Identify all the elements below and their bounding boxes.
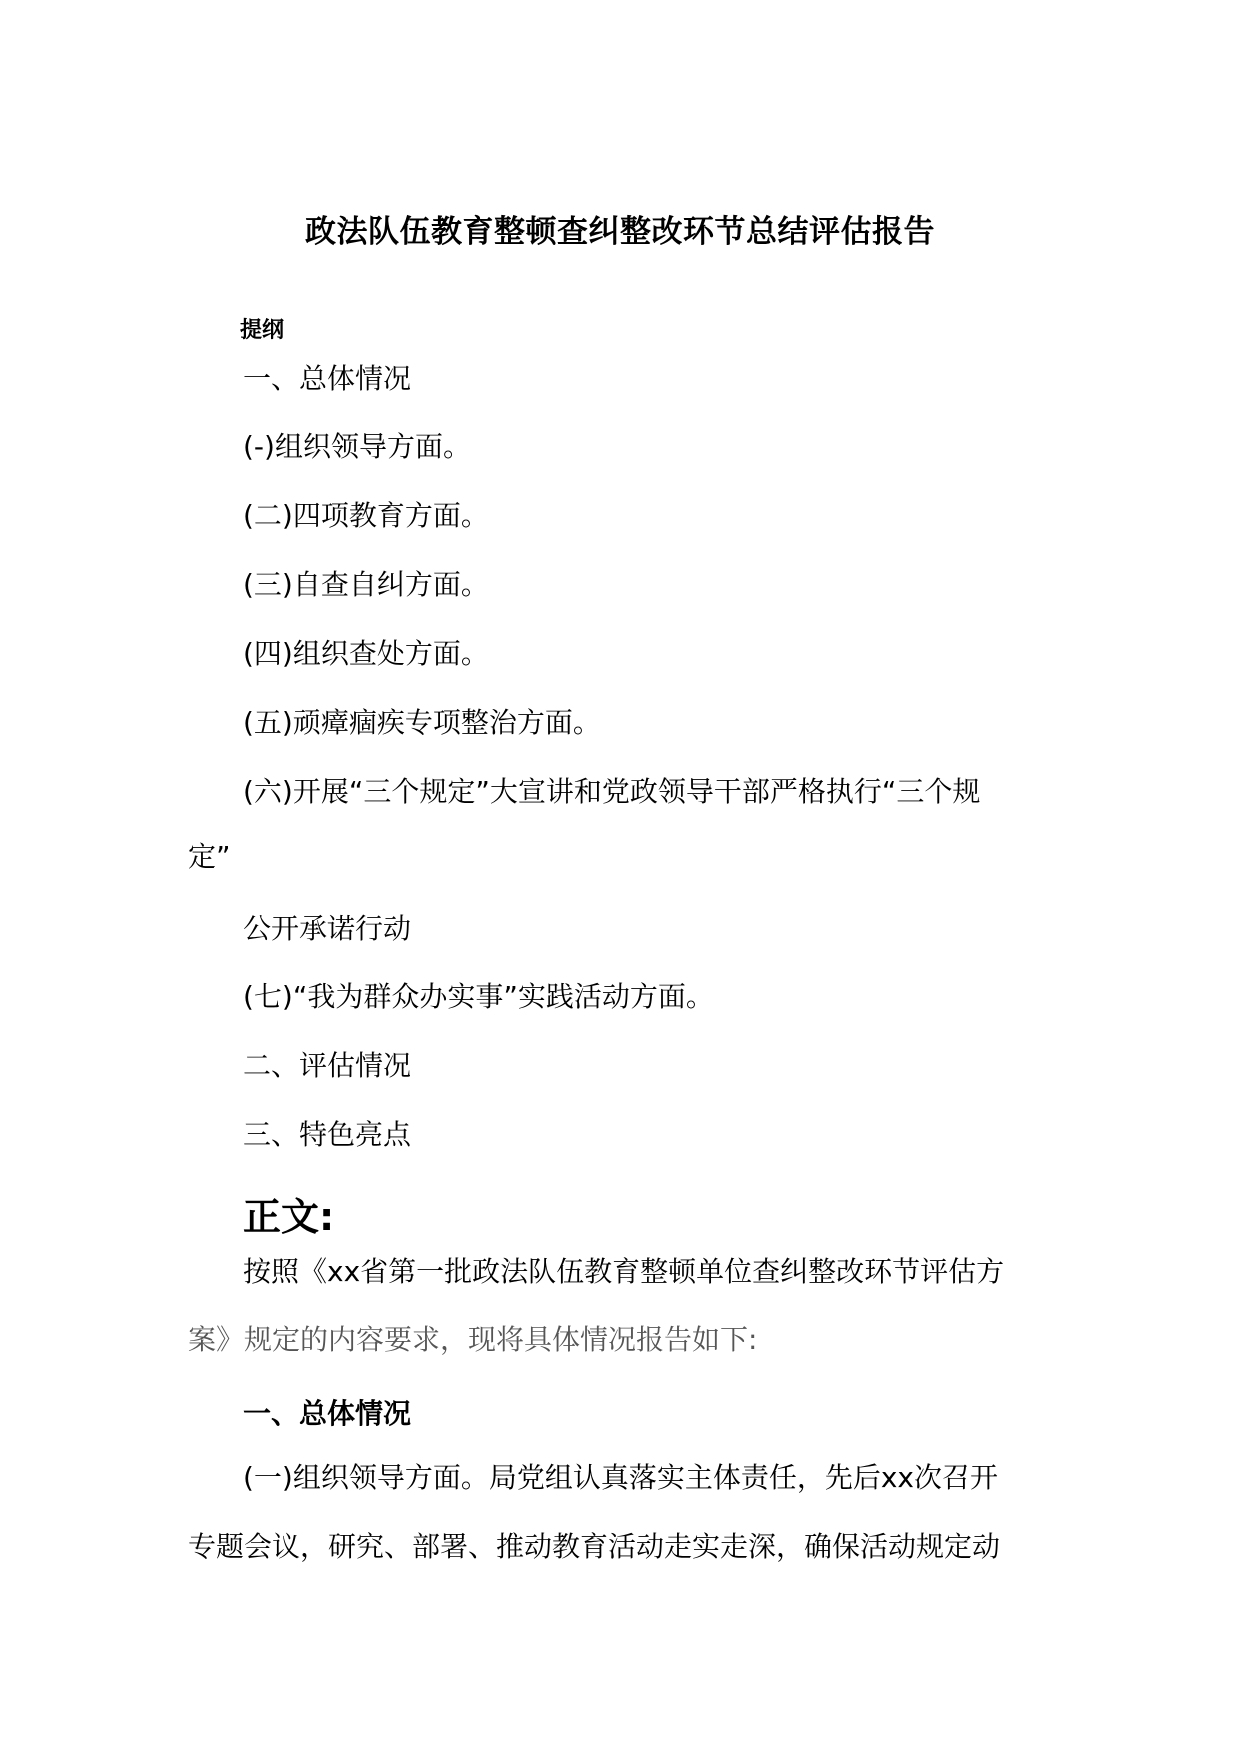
- outline-item: (三)自查自纠方面。: [243, 568, 489, 601]
- section-heading: 一、总体情况: [243, 1397, 412, 1430]
- body-heading: 正文:: [243, 1195, 335, 1239]
- outline-item: 一、总体情况: [243, 362, 412, 395]
- section1-paragraph-line-2: 专题会议，研究、部署、推动教育活动走实走深，确保活动规定动: [188, 1530, 1001, 1563]
- intro-line-1: 按照《xx省第一批政法队伍教育整顿单位查纠整改环节评估方: [243, 1255, 1005, 1288]
- intro-line-2: 案》规定的内容要求，现将具体情况报告如下:: [188, 1323, 758, 1356]
- outline-item: (二)四项教育方面。: [243, 499, 489, 532]
- section1-paragraph-line-1: (一)组织领导方面。局党组认真落实主体责任，先后xx次召开: [243, 1461, 998, 1494]
- document-title: 政法队伍教育整顿查纠整改环节总结评估报告: [305, 214, 935, 250]
- outline-item-six-line3: 公开承诺行动: [243, 912, 412, 945]
- outline-item: (七)“我为群众办实事”实践活动方面。: [243, 980, 714, 1013]
- outline-item: 三、特色亮点: [243, 1118, 412, 1151]
- outline-item: (-)组织领导方面。: [243, 430, 471, 463]
- outline-item: 二、评估情况: [243, 1049, 412, 1082]
- outline-item-six-line1: (六)开展“三个规定”大宣讲和党政领导干部严格执行“三个规: [243, 775, 981, 808]
- outline-label: 提纲: [240, 318, 285, 343]
- outline-item: (四)组织查处方面。: [243, 637, 489, 670]
- outline-item: (五)顽瘴痼疾专项整治方面。: [243, 706, 601, 739]
- outline-item-six-line2: 定”: [188, 840, 231, 873]
